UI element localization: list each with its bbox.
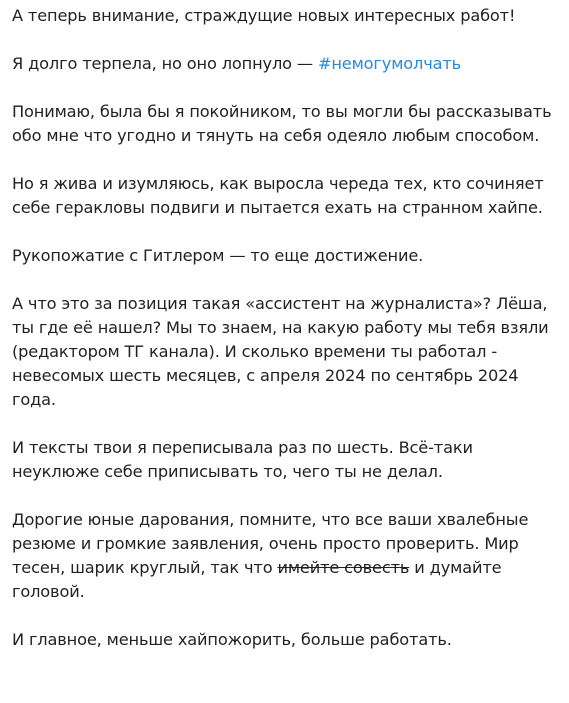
paragraph-9: И главное, меньше хайпожорить, больше работать. — [12, 630, 452, 649]
paragraph-4: Но я жива и изумляюсь, как выросла череда тех, кто сочиняет себе геракловы подвиги и пытается ехать на странном хайпе. — [12, 174, 544, 217]
paragraph-8 — [12, 508, 564, 604]
paragraph-8-text-before: Дорогие юные дарования, помните, что все ваши хвалебные резюме и громкие заявления, очень просто проверить. Мир тесен, шарик круглый, так что — [12, 510, 529, 577]
paragraph-6: А что это за позиция такая «ассистент на журналиста»? Лёша, ты где её нашел? Мы то знаем, на какую работу мы тебя взяли (редактором ТГ канала). И сколько времени ты работал - невесомых шесть месяцев, с апреля 2024 по сентябрь 2024 года. — [12, 294, 549, 409]
hashtag-link[interactable]: #немогумолчать — [317, 54, 462, 73]
paragraph-8-text-after: и думайте головой. — [12, 558, 502, 601]
post-text — [12, 4, 564, 676]
paragraph-2 — [12, 52, 564, 76]
paragraph-7: И тексты твои я переписывала раз по шесть. Всё-таки неуклюже себе приписывать то, чего ты не делал. — [12, 438, 473, 481]
paragraph-3: Понимаю, была бы я покойником, то вы могли бы рассказывать обо мне что угодно и тянуть на себя одеяло любым способом. — [12, 102, 552, 145]
paragraph-5: Рукопожатие с Гитлером — то еще достижение. — [12, 246, 424, 265]
paragraph-1: А теперь внимание, страждущие новых интересных работ! — [12, 6, 516, 25]
strikethrough-text: имейте совесть — [277, 558, 410, 577]
paragraph-2-text: Я долго терпела, но оно лопнуло — — [12, 54, 318, 73]
